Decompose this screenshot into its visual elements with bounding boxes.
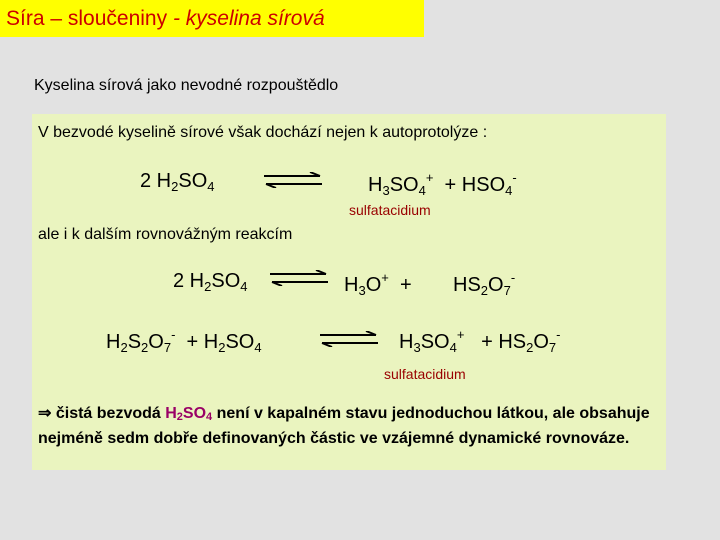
conclusion-text: ⇒ čistá bezvodá $H_2SO_4$ není v kapalném stavu jednoduchou látkou, ale obsahuje nejméně sedm dobře definovaných částic ve vzájemné dynamické rovnováze. — [38, 405, 650, 447]
implies-arrow-icon: ⇒ — [38, 405, 52, 422]
eq3-label: sulfatacidium — [384, 366, 466, 382]
title-sub: - kyselina sírová — [172, 7, 325, 30]
eq2-right1: $H_3O^+$ + — [344, 270, 412, 298]
equilibrium-arrows-icon — [264, 172, 322, 188]
slide-title — [0, 0, 424, 37]
eq1-label: sulfatacidium — [349, 202, 431, 218]
eq1-right: $H_3SO_4^+ + HSO_4^-$ — [368, 170, 517, 198]
eq3-left: $H_2S_2O_7^- + H_2SO_4$ — [106, 327, 262, 355]
eq2-right2: $HS_2O_7^-$ — [453, 270, 516, 298]
title-main: Síra – sloučeniny — [6, 7, 168, 30]
middle-text: ale i k dalším rovnovážným reakcím — [38, 226, 293, 243]
equilibrium-arrows-icon — [320, 331, 378, 347]
intro-text: V bezvodé kyselině sírové však dochází nejen k autoprotolýze : — [38, 124, 488, 141]
conclusion-formula: $H_2SO_4$ — [165, 405, 213, 423]
slide-subtitle: Kyselina sírová jako nevodné rozpouštědlo — [34, 77, 339, 94]
eq2-left: 2 $H_2SO_4$ — [173, 270, 248, 294]
eq1-left: 2 $H_2SO_4$ — [140, 170, 215, 194]
eq3-right: $H_3SO_4^+$ + $HS_2O_7^-$ — [399, 327, 561, 355]
equilibrium-arrows-icon — [270, 270, 328, 286]
